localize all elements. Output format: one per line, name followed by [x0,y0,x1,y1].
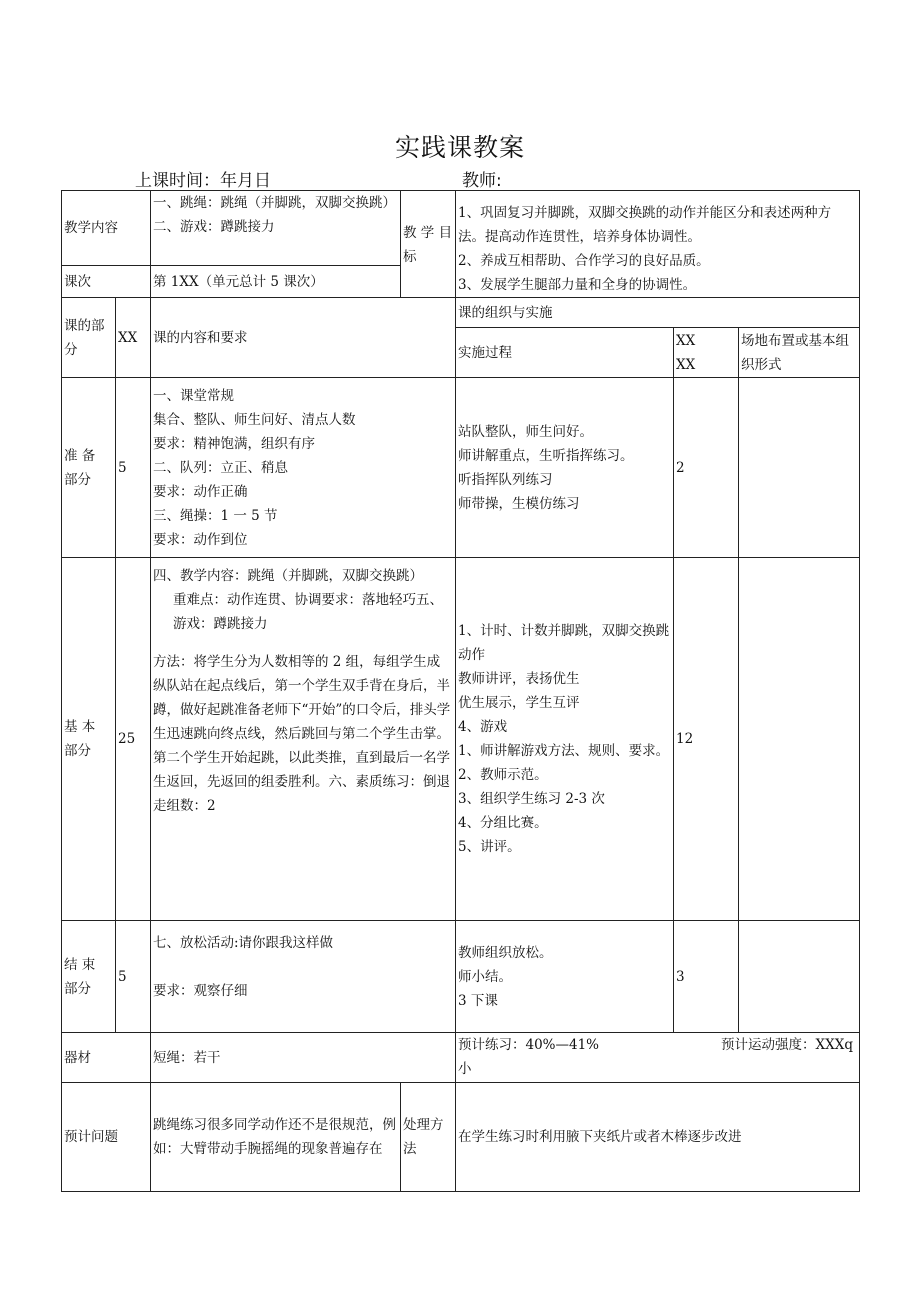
minutes-header: XX [116,298,151,378]
problem-value: 跳绳练习很多同学动作还不是很规范，例如：大臂带动手腕摇绳的现象普遍存在 [151,1083,401,1192]
section-process: 教师组织放松。 师小结。 3 下课 [456,921,674,1033]
content-line: 二、游戏：蹲跳接力 [153,219,275,235]
section-minutes: 25 [116,558,151,921]
org-label: 课的组织与实施 [456,298,860,328]
lesson-no-value: 第 1XX（单元总计 5 课次） [151,266,401,298]
page-title: 实践课教案 [394,133,525,162]
class-time: 上课时间：年月日 [135,171,271,191]
section-count: 3 [674,921,739,1033]
goal-item: 2、养成互相帮助、合作学习的良好品质。 [458,253,710,269]
content-line: 一、跳绳：跳绳（并脚跳，双脚交换跳） [153,195,396,211]
intensity-value: 预计运动强度：XXXq [721,1037,853,1053]
part-label: 课的部分 [62,298,116,378]
section-process: 1、计时、计数并脚跳，双脚交换跳动作 教师讲评，表扬优生 优生展示，学生互评 4、游戏 1、师讲解游戏方法、规则、要求。 2、教师示范。 3、组织学生练习 2-3 次 4、分组比赛。 5、讲评。 [456,558,674,921]
equipment-label: 器材 [62,1033,151,1083]
content-paragraph: 重难点：动作连贯、协调要求：落地轻巧五、游戏：蹲跳接力 [173,592,443,632]
content-cell [151,191,401,266]
venue-cell [739,921,860,1033]
section-minutes: 5 [116,921,151,1033]
content-paragraph: 四、教学内容：跳绳（并脚跳，双脚交换跳） [153,568,423,584]
section-content [151,558,456,921]
venue-label: 场地布置或基本组织形式 [739,328,860,378]
section-count: 2 [674,378,739,558]
equipment-value: 短绳：若干 [151,1033,456,1083]
section-process: 站队整队，师生问好。 师讲解重点，生听指挥练习。 听指挥队列练习 师带操，生模仿练习 [456,378,674,558]
section-name: 准 备 部分 [62,378,116,558]
content-label: 教学内容 [62,191,151,266]
venue-cell [739,378,860,558]
problem-label: 预计问题 [62,1083,151,1192]
teacher-label: 教师: [462,171,502,191]
goal-item: 1、巩固复习并脚跳，双脚交换跳的动作并能区分和表述两种方法。提高动作连贯性，培养身体协调性。 [458,205,832,245]
section-count: 12 [674,558,739,921]
goals-cell [456,191,860,298]
intensity-tail: 小 [458,1061,472,1077]
content-paragraph: 方法：将学生分为人数相等的 2 组，每组学生成纵队站在起点线后，第一个学生双手背在身后，半蹲，做好起跳准备老师下“开始”的口令后，排头学生迅速跳向终点线，然后跳回与第二个学生击掌。第二个学生开始起跳，以此类推，直到最后一名学生返回，先返回的组委胜利。六、素质练习：倒退走组数：2 [153,654,451,814]
count-header: XX XX [674,328,739,378]
method-value: 在学生练习时利用腋下夹纸片或者木棒逐步改进 [456,1083,860,1192]
process-label: 实施过程 [456,328,674,378]
lesson-no-label: 课次 [62,266,151,298]
content-paragraph: 七、放松活动:请你跟我这样做 [153,935,334,951]
section-name: 基 本 部分 [62,558,116,921]
method-label: 处理方法 [401,1083,456,1192]
section-content: 一、课堂常规 集合、整队、师生问好、清点人数 要求：精神饱满，组织有序 二、队列：立正、稍息 要求：动作正确 三、绳操：1 一 5 节 要求：动作到位 [151,378,456,558]
lesson-plan-table [61,190,860,1192]
content-paragraph: 要求：观察仔细 [153,983,248,999]
venue-cell [739,558,860,921]
section-minutes: 5 [116,378,151,558]
content-req-label: 课的内容和要求 [151,298,456,378]
practice-value: 预计练习：40%—41% [458,1037,600,1053]
goal-label: 教 学 目标 [401,191,456,298]
practice-cell [456,1033,860,1083]
section-content [151,921,456,1033]
section-name: 结 束 部分 [62,921,116,1033]
goal-item: 3、发展学生腿部力量和全身的协调性。 [458,277,697,293]
